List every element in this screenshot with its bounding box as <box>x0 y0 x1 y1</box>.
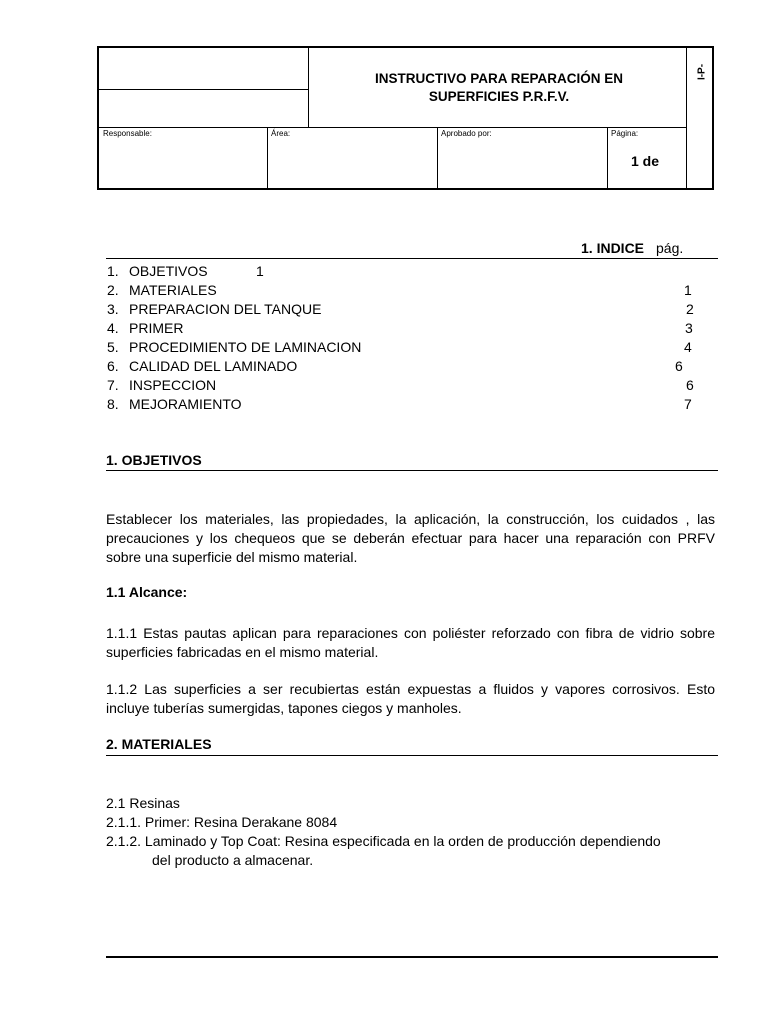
materiales-line: 2.1.1. Primer: Resina Derakane 8084 <box>106 814 338 830</box>
index-item-label: OBJETIVOS <box>129 263 208 279</box>
materiales-line: del producto a almacenar. <box>152 852 314 868</box>
section-heading-materiales: 2. MATERIALES <box>106 736 212 752</box>
document-code-text: I-P- <box>696 63 708 81</box>
index-item-page: 1 <box>256 263 264 279</box>
header-divider <box>99 127 687 128</box>
index-item-label: PRIMER <box>129 320 184 336</box>
index-heading: 1. INDICE <box>581 240 645 256</box>
index-item-number: 4. <box>107 320 119 336</box>
alcance-paragraph-2: 1.1.2 Las superficies a ser recubiertas están expuestas a fluidos y vapores corrosivos. Esto incluye tuberías sumergidas, tapones ciegos y manholes. <box>106 681 715 716</box>
index-item <box>107 338 361 357</box>
section-heading-objetivos: 1. OBJETIVOS <box>106 452 202 468</box>
section-rule <box>106 755 718 756</box>
index-item-number: 6. <box>107 358 119 374</box>
index-title <box>581 240 683 256</box>
alcance-paragraph-1: 1.1.1 Estas pautas aplican para reparaciones con poliéster reforzado con fibra de vidrio sobre superficies fabricadas en el mismo material. <box>106 625 715 660</box>
index-item <box>107 281 217 300</box>
index-item-number: 7. <box>107 377 119 393</box>
header-divider <box>308 48 309 127</box>
index-item-number: 2. <box>107 282 119 298</box>
footer-rule <box>106 956 718 958</box>
document-title <box>311 70 687 106</box>
responsable-label: Responsable: <box>103 129 152 138</box>
area-label: Área: <box>271 129 291 138</box>
alcance-heading: 1.1 Alcance: <box>106 584 188 600</box>
index-item-page: 2 <box>686 301 694 317</box>
index-item <box>107 376 216 395</box>
index-item-label: MATERIALES <box>129 282 217 298</box>
index-item-page: 6 <box>686 377 694 393</box>
index-item-page: 1 <box>684 282 692 298</box>
index-item-label: MEJORAMIENTO <box>129 396 242 412</box>
index-item-label: PROCEDIMIENTO DE LAMINACION <box>129 339 362 355</box>
aprobado-label: Aprobado por: <box>441 129 492 138</box>
header-divider <box>607 127 608 190</box>
index-page-column-label: pág. <box>656 240 684 256</box>
index-item <box>107 262 208 281</box>
index-item-label: CALIDAD DEL LAMINADO <box>129 358 298 374</box>
header-divider <box>99 89 308 90</box>
document-header-table <box>97 46 714 190</box>
index-rule <box>106 258 718 259</box>
index-item <box>107 357 297 376</box>
index-item-page: 6 <box>675 358 683 374</box>
index-item-page: 7 <box>684 396 692 412</box>
index-item-page: 4 <box>684 339 692 355</box>
header-divider <box>437 127 438 190</box>
section-rule <box>106 470 718 471</box>
index-item-number: 1. <box>107 263 119 279</box>
header-divider <box>267 127 268 190</box>
pagina-label: Página: <box>611 129 639 138</box>
materiales-line: 2.1.2. Laminado y Top Coat: Resina especificada en la orden de producción dependiendo <box>106 833 661 849</box>
index-item-number: 8. <box>107 396 119 412</box>
index-item-label: PREPARACION DEL TANQUE <box>129 301 322 317</box>
index-item-page: 3 <box>685 320 693 336</box>
materiales-line: 2.1 Resinas <box>106 795 180 811</box>
index-item <box>107 300 321 319</box>
document-code <box>692 50 712 90</box>
index-item-label: INSPECCION <box>129 377 217 393</box>
title-line-2: SUPERFICIES P.R.F.V. <box>428 89 570 104</box>
index-item <box>107 395 242 414</box>
index-item-number: 3. <box>107 301 119 317</box>
page-number: 1 de <box>631 153 660 169</box>
title-line-1: INSTRUCTIVO PARA REPARACIÓN EN <box>374 71 623 86</box>
index-item <box>107 319 183 338</box>
objetivos-paragraph: Establecer los materiales, las propiedades, la aplicación, la construcción, los cuidados , las precauciones y los chequeos que se deberán efectuar para hacer una reparación con PRFV sobre una superficie del mismo material. <box>106 511 715 565</box>
index-item-number: 5. <box>107 339 119 355</box>
